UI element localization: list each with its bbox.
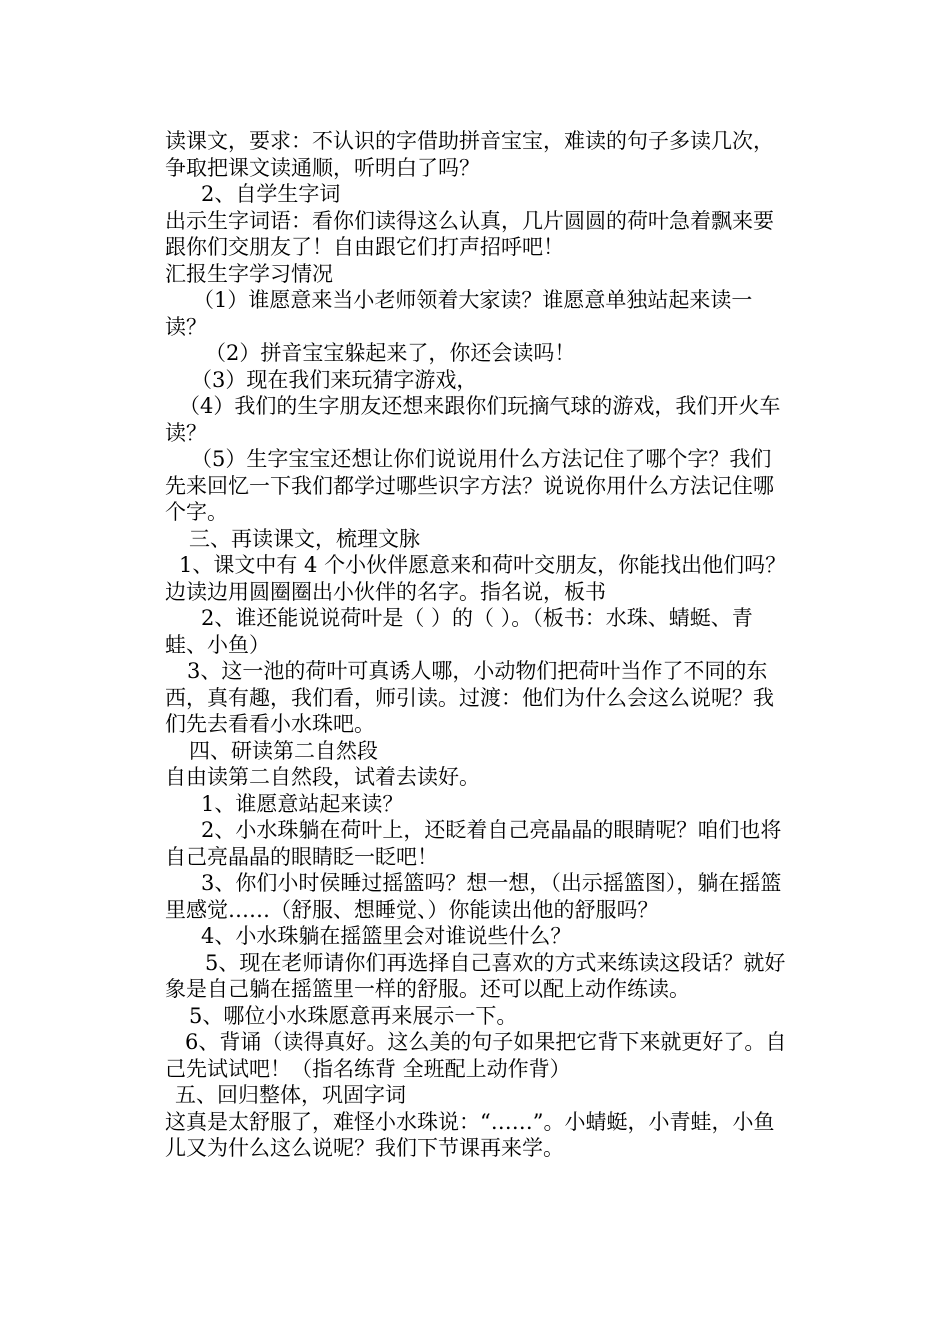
section-heading: 五、回归整体，巩固字词	[175, 1083, 406, 1107]
paragraph: 1、课文中有 4 个小伙伴愿意来和荷叶交朋友，你能找出他们吗？	[179, 553, 787, 577]
paragraph: 4、小水珠躺在摇篮里会对谁说些什么？	[201, 924, 572, 948]
paragraph: 边读边用圆圈圈出小伙伴的名字。指名说，板书	[165, 579, 606, 604]
paragraph: （4）我们的生字朋友还想来跟你们玩摘气球的游戏，我们开火车读？	[165, 394, 781, 445]
paragraph: 2、自学生字词	[201, 182, 341, 206]
paragraph: （5）生字宝宝还想让你们说说用什么方法记住了哪个字？我们先来回忆一下我们都学过哪些识字方法？说说你用什么方法记住哪个字。	[165, 447, 774, 524]
paragraph: 5、哪位小水珠愿意再来展示一下。	[189, 1003, 518, 1028]
section-heading: 四、研读第二自然段	[189, 738, 378, 763]
paragraph: 3、你们小时侯睡过摇篮吗？想一想，（出示摇篮图），躺在摇篮里感觉……（舒服、想睡觉、）你能读出他的舒服吗？	[165, 871, 782, 922]
paragraph: （3）现在我们来玩猜字游戏，	[191, 367, 478, 392]
section-heading: 三、再读课文，梳理文脉	[189, 526, 420, 551]
paragraph: 6、背诵（读得真好。这么美的句子如果把它背下来就更好了。自己先试试吧！（指名练背 全班配上动作背）	[165, 1030, 787, 1081]
paragraph: （2）拼音宝宝躲起来了，你还会读吗！	[205, 341, 576, 365]
paragraph: 3、这一池的荷叶可真诱人哪，小动物们把荷叶当作了不同的东西，真有趣，我们看，师引读。过渡：他们为什么会这么说呢？我们先去看看小水珠吧。	[165, 659, 774, 736]
paragraph: 汇报生字学习情况	[165, 261, 333, 286]
paragraph: 这真是太舒服了，难怪小水珠说：“……”。小蜻蜓，小青蛙，小鱼儿又为什么这么说呢？我们下节课再来学。	[165, 1109, 775, 1160]
paragraph: 出示生字词语：看你们读得这么认真，几片圆圆的荷叶急着飘来要跟你们交朋友了！自由跟它们打声招呼吧！	[165, 208, 774, 259]
paragraph: 2、小水珠躺在荷叶上，还眨着自己亮晶晶的眼睛呢？咱们也将自己亮晶晶的眼睛眨一眨吧！	[165, 818, 782, 869]
paragraph: （1）谁愿意来当小老师领着大家读？谁愿意单独站起来读一读？	[165, 288, 753, 339]
paragraph: 5、现在老师请你们再选择自己喜欢的方式来练读这段话？就好象是自己躺在摇篮里一样的舒服。还可以配上动作练读。	[165, 950, 786, 1001]
paragraph: 2、谁还能说说荷叶是（ ）的（ ）。（板书：水珠、蜻蜓、青蛙、小鱼）	[165, 606, 753, 657]
paragraph: 自由读第二自然段，试着去读好。	[165, 765, 480, 789]
document-body	[165, 128, 790, 1162]
paragraph: 读课文，要求：不认识的字借助拼音宝宝，难读的句子多读几次，争取把课文读通顺，听明白了吗？	[165, 129, 774, 180]
paragraph: 1、谁愿意站起来读？	[201, 791, 404, 816]
